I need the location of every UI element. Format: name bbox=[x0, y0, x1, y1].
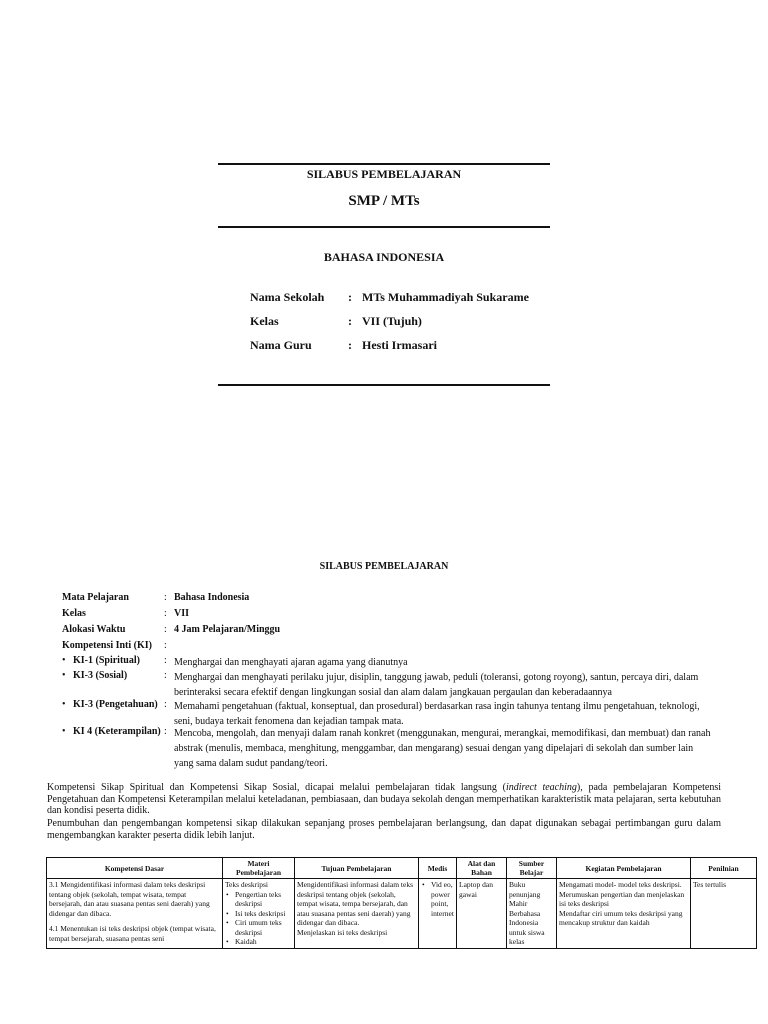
table-header-cell: Kompetensi Dasar bbox=[47, 858, 223, 879]
paragraph-emphasis: indirect teaching bbox=[506, 782, 577, 793]
table-header-row bbox=[47, 858, 757, 879]
ki-item-skills bbox=[62, 726, 722, 771]
list-item bbox=[225, 909, 292, 919]
table-header-cell: Tujuan Pembelajaran bbox=[295, 858, 419, 879]
bullet-icon: • bbox=[226, 937, 229, 946]
info-value: 4 Jam Pelajaran/Minggu bbox=[174, 624, 281, 635]
info-sep: : bbox=[164, 592, 167, 603]
paragraph-text-a: Kompetensi Sikap Spiritual dan Kompetensi Sikap Sosial, dicapai melalui pembelajaran tidak langsung ( bbox=[47, 782, 506, 793]
bullet-icon: • bbox=[62, 699, 66, 710]
syllabus-table bbox=[46, 857, 757, 949]
table-row bbox=[47, 879, 757, 949]
list-item bbox=[225, 890, 292, 909]
cell-sumber bbox=[507, 879, 557, 949]
info-label: Alokasi Waktu bbox=[62, 624, 126, 635]
cell-materi bbox=[223, 879, 295, 949]
paragraph-development: Penumbuhan dan pengembangan kompetensi sikap dilakukan sepanjang proses pembelajaran berlangsung, dan dapat digunakan sebagai pertimbangan guru dalam mengembangkan karakter peserta didik lebih lanjut. bbox=[47, 818, 721, 841]
info-row-class bbox=[62, 608, 189, 619]
cover-level: SMP / MTs bbox=[348, 193, 420, 209]
ki-sep: : bbox=[164, 726, 167, 737]
kegiatan-item: Merumuskan pengertian dan menjelaskan isi teks deskripsi bbox=[559, 889, 685, 908]
info-row-subject bbox=[62, 592, 249, 603]
table-header-cell: Sumber Belajar bbox=[507, 858, 557, 879]
materi-head: Teks deskripsi bbox=[225, 880, 269, 889]
info-sep: : bbox=[164, 640, 167, 651]
cell-medis bbox=[419, 879, 457, 949]
table-header-cell: Alat dan Bahan bbox=[457, 858, 507, 879]
cell-tujuan bbox=[295, 879, 419, 949]
cell-kd bbox=[47, 879, 223, 949]
kegiatan-item: Mendaftar ciri umum teks deskripsi yang mencakup struktur dan kaidah bbox=[559, 908, 683, 927]
paragraph-attitude bbox=[47, 782, 721, 817]
field-value: VII (Tujuh) bbox=[362, 314, 422, 328]
field-sep: : bbox=[348, 290, 352, 304]
ki-sep: : bbox=[164, 670, 167, 681]
info-row-time bbox=[62, 624, 280, 635]
cover-title: SILABUS PEMBELAJARAN bbox=[306, 167, 462, 181]
info-label: Kompetensi Inti (KI) bbox=[62, 640, 152, 651]
medis-text: Vid eo, power point, internet bbox=[431, 880, 454, 918]
ki-text: Menghargai dan menghayati ajaran agama yang dianutnya bbox=[174, 657, 408, 668]
kd-item: 4.1 Menentukan isi teks deskripsi objek (tempat wisata, tempat bersejarah, suasana pentas seni bbox=[49, 924, 216, 943]
cover-field-teacher bbox=[250, 338, 437, 353]
bullet-icon: • bbox=[62, 726, 66, 737]
field-sep: : bbox=[348, 314, 352, 328]
list-item bbox=[225, 937, 292, 947]
materi-item: Ciri umum teks deskripsi bbox=[235, 918, 282, 937]
ki-text: Mencoba, mengolah, dan menyaji dalam ranah konkret (menggunakan, mengurai, merangkai, memodifikasi, dan membuat) dan ranah abstrak (menulis, membaca, menghitung, menggambar, dan mengarang) sesuai dengan yang dipelajari di sekolah dan sumber lain yang sama dalam sudut pandang/teori. bbox=[174, 728, 711, 769]
bullet-icon: • bbox=[422, 880, 425, 889]
info-label: Mata Pelajaran bbox=[62, 592, 129, 603]
field-label: Nama Guru bbox=[250, 338, 312, 352]
info-value: VII bbox=[174, 608, 190, 619]
cell-kegiatan bbox=[557, 879, 691, 949]
tujuan-item: Menjelaskan isi teks deskripsi bbox=[297, 927, 388, 937]
info-sep: : bbox=[164, 608, 167, 619]
ki-label: KI 4 (Keterampilan) bbox=[73, 726, 161, 737]
info-value: Bahasa Indonesia bbox=[174, 592, 250, 603]
table-header-cell: Kegiatan Pembelajaran bbox=[557, 858, 691, 879]
paragraph-text-b: ), pada pembelajaran Kompetensi Pengetahuan dan Kompetensi Keterampilan melalui keteladanan, pembiasaan, dan budaya sekolah dengan memperhatikan karakteristik mata pelajaran, serta kebutuhan dan kondisi peserta didik. bbox=[47, 782, 721, 816]
ki-text: Menghargai dan menghayati perilaku jujur, disiplin, tanggung jawab, peduli (toleransi, gotong royong), santun, percaya diri, dalam berinteraksi secara efektif dengan lingkungan sosial dan alam dalam jangkauan pergaulan dan keberadaannya bbox=[174, 672, 699, 698]
tujuan-item: Mengidentifikasi informasi dalam teks deskripsi tentang objek (sekolah, tempat wisata, tempa bersejarah, dan atau suasana pentas seni daerah) yang didengar dan dibaca. bbox=[297, 880, 414, 927]
section-title: SILABUS PEMBELAJARAN bbox=[319, 561, 449, 572]
materi-item: Pengertian teks deskripsi bbox=[235, 889, 282, 908]
bullet-icon: • bbox=[226, 908, 229, 918]
ki-label: KI-1 (Spiritual) bbox=[73, 655, 140, 666]
bullet-icon: • bbox=[62, 655, 66, 666]
cover-field-school bbox=[250, 290, 529, 305]
penilaian-text: Tes tertulis bbox=[693, 880, 727, 889]
cover-subject: BAHASA INDONESIA bbox=[323, 250, 445, 264]
info-sep: : bbox=[164, 624, 167, 635]
cover-top-rule bbox=[218, 163, 550, 165]
ki-sep: : bbox=[164, 655, 167, 666]
list-item bbox=[225, 918, 292, 937]
ki-label: KI-3 (Pengetahuan) bbox=[73, 699, 158, 710]
materi-item: Kaidah bbox=[235, 937, 257, 946]
ki-sep: : bbox=[164, 699, 167, 710]
ki-label: KI-3 (Sosial) bbox=[73, 670, 128, 681]
cell-alat bbox=[457, 879, 507, 949]
bullet-icon: • bbox=[226, 918, 229, 927]
field-value: Hesti Irmasari bbox=[362, 338, 437, 352]
cover-mid-rule bbox=[218, 226, 550, 228]
alat-text: Laptop dan gawai bbox=[459, 880, 493, 899]
ki-text: Memahami pengetahuan (faktual, konseptual, dan prosedural) berdasarkan rasa ingin tahunya tentang ilmu pengetahuan, teknologi, seni, budaya terkait fenomena dan kejadian tampak mata. bbox=[174, 701, 700, 727]
table-header-cell: Materi Pembelajaran bbox=[223, 858, 295, 879]
cover-field-class bbox=[250, 314, 422, 329]
table-header-cell: Medis bbox=[419, 858, 457, 879]
cell-penilaian bbox=[691, 879, 757, 949]
list-item bbox=[421, 880, 454, 918]
info-label: Kelas bbox=[62, 608, 86, 619]
ki-item-knowledge bbox=[62, 699, 722, 729]
ki-item-spiritual bbox=[62, 655, 722, 670]
info-row-ki bbox=[62, 640, 174, 651]
kegiatan-item: Mengamati model- model teks deskripsi. bbox=[559, 880, 682, 889]
field-value: MTs Muhammadiyah Sukarame bbox=[362, 290, 529, 304]
cover-bottom-rule bbox=[218, 384, 550, 386]
field-label: Kelas bbox=[250, 314, 279, 328]
field-sep: : bbox=[348, 338, 352, 352]
field-label: Nama Sekolah bbox=[250, 290, 325, 304]
bullet-icon: • bbox=[226, 889, 229, 899]
table-header-cell: Penilnian bbox=[691, 858, 757, 879]
kd-item: 3.1 Mengidentifikasi informasi dalam teks deskripsi tentang objek (sekolah, tempat wisata, tempat bersejarah, dan atau suasana pentas seni daerah) yang didengar dan dibaca. bbox=[49, 880, 210, 918]
sumber-text: Buku penunjang Mahir Berbahasa Indonesia untuk siswa kelas bbox=[509, 880, 545, 946]
ki-item-social bbox=[62, 670, 722, 700]
bullet-icon: • bbox=[62, 670, 66, 681]
materi-item: Isi teks deskripsi bbox=[235, 908, 286, 918]
